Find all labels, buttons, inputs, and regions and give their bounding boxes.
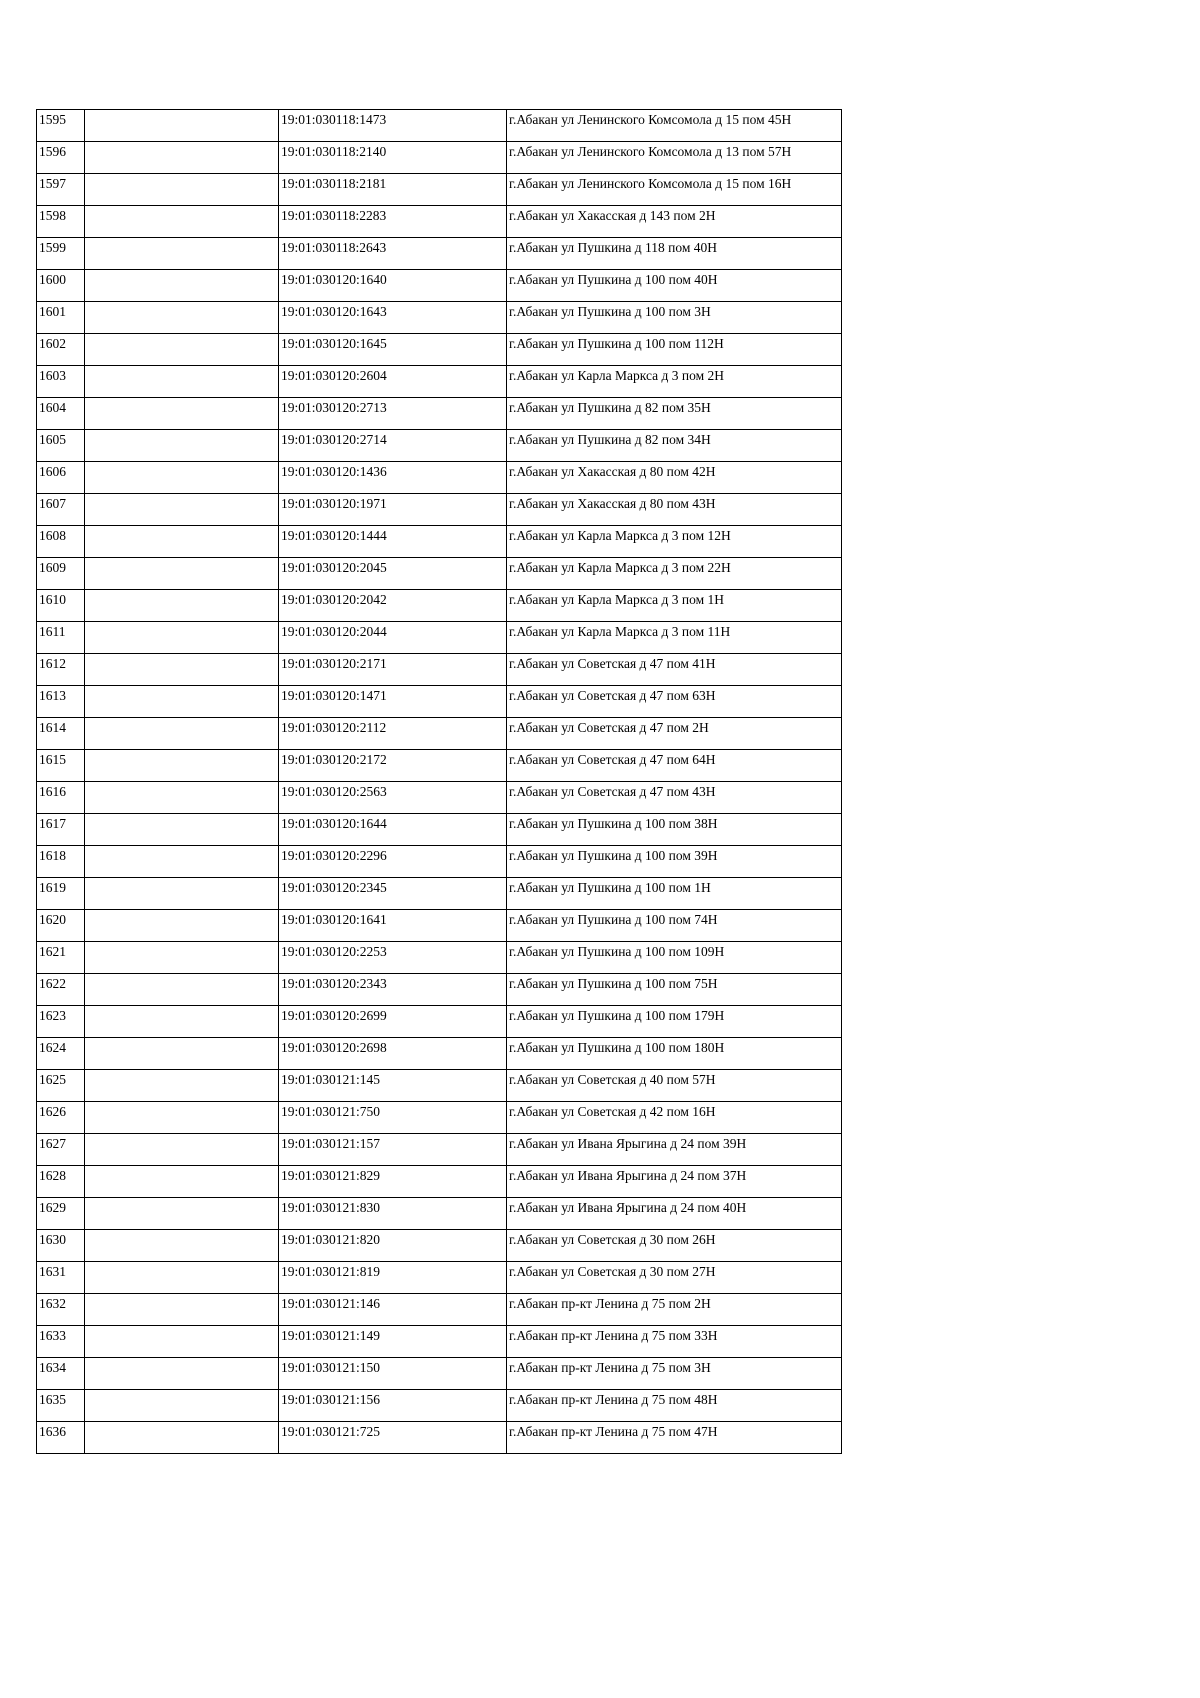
cadastral-number-cell: 19:01:030120:1645: [279, 334, 507, 366]
empty-cell: [85, 1422, 279, 1454]
property-table: [36, 109, 842, 1454]
empty-cell: [85, 494, 279, 526]
row-number-cell: 1630: [37, 1230, 85, 1262]
table-row: [37, 494, 842, 526]
cadastral-number-cell: 19:01:030120:2171: [279, 654, 507, 686]
row-number-cell: 1611: [37, 622, 85, 654]
address-cell: г.Абакан ул Пушкина д 100 пом 38Н: [507, 814, 842, 846]
table-row: [37, 1102, 842, 1134]
address-cell: г.Абакан ул Карла Маркса д 3 пом 11Н: [507, 622, 842, 654]
table-row: [37, 1070, 842, 1102]
cadastral-number-cell: 19:01:030120:1644: [279, 814, 507, 846]
empty-cell: [85, 750, 279, 782]
address-cell: г.Абакан ул Пушкина д 100 пом 75Н: [507, 974, 842, 1006]
row-number-cell: 1636: [37, 1422, 85, 1454]
row-number-cell: 1595: [37, 110, 85, 142]
cadastral-number-cell: 19:01:030121:750: [279, 1102, 507, 1134]
table-row: [37, 814, 842, 846]
address-cell: г.Абакан ул Советская д 47 пом 43Н: [507, 782, 842, 814]
empty-cell: [85, 1070, 279, 1102]
cadastral-number-cell: 19:01:030121:829: [279, 1166, 507, 1198]
address-cell: г.Абакан ул Советская д 30 пом 26Н: [507, 1230, 842, 1262]
row-number-cell: 1624: [37, 1038, 85, 1070]
table-row: [37, 430, 842, 462]
empty-cell: [85, 462, 279, 494]
table-row: [37, 718, 842, 750]
table-row: [37, 1006, 842, 1038]
row-number-cell: 1631: [37, 1262, 85, 1294]
row-number-cell: 1612: [37, 654, 85, 686]
address-cell: г.Абакан ул Ивана Ярыгина д 24 пом 37Н: [507, 1166, 842, 1198]
table-row: [37, 878, 842, 910]
address-cell: г.Абакан ул Советская д 47 пом 41Н: [507, 654, 842, 686]
table-row: [37, 686, 842, 718]
empty-cell: [85, 1134, 279, 1166]
row-number-cell: 1604: [37, 398, 85, 430]
empty-cell: [85, 718, 279, 750]
row-number-cell: 1607: [37, 494, 85, 526]
table-row: [37, 622, 842, 654]
empty-cell: [85, 206, 279, 238]
table-row: [37, 1230, 842, 1262]
cadastral-number-cell: 19:01:030120:1444: [279, 526, 507, 558]
row-number-cell: 1628: [37, 1166, 85, 1198]
cadastral-number-cell: 19:01:030120:1471: [279, 686, 507, 718]
address-cell: г.Абакан ул Советская д 30 пом 27Н: [507, 1262, 842, 1294]
address-cell: г.Абакан ул Пушкина д 100 пом 1Н: [507, 878, 842, 910]
address-cell: г.Абакан ул Пушкина д 100 пом 74Н: [507, 910, 842, 942]
table-row: [37, 270, 842, 302]
table-row: [37, 1390, 842, 1422]
cadastral-number-cell: 19:01:030120:2698: [279, 1038, 507, 1070]
empty-cell: [85, 430, 279, 462]
address-cell: г.Абакан ул Пушкина д 100 пом 39Н: [507, 846, 842, 878]
row-number-cell: 1626: [37, 1102, 85, 1134]
address-cell: г.Абакан ул Карла Маркса д 3 пом 22Н: [507, 558, 842, 590]
cadastral-number-cell: 19:01:030118:1473: [279, 110, 507, 142]
row-number-cell: 1635: [37, 1390, 85, 1422]
empty-cell: [85, 366, 279, 398]
row-number-cell: 1632: [37, 1294, 85, 1326]
empty-cell: [85, 238, 279, 270]
empty-cell: [85, 1102, 279, 1134]
row-number-cell: 1621: [37, 942, 85, 974]
table-row: [37, 750, 842, 782]
row-number-cell: 1618: [37, 846, 85, 878]
row-number-cell: 1622: [37, 974, 85, 1006]
empty-cell: [85, 1326, 279, 1358]
cadastral-number-cell: 19:01:030121:820: [279, 1230, 507, 1262]
address-cell: г.Абакан ул Хакасская д 80 пом 42Н: [507, 462, 842, 494]
empty-cell: [85, 174, 279, 206]
table-row: [37, 1134, 842, 1166]
cadastral-number-cell: 19:01:030120:2042: [279, 590, 507, 622]
table-row: [37, 206, 842, 238]
table-row: [37, 846, 842, 878]
address-cell: г.Абакан ул Советская д 42 пом 16Н: [507, 1102, 842, 1134]
cadastral-number-cell: 19:01:030120:2345: [279, 878, 507, 910]
address-cell: г.Абакан ул Пушкина д 118 пом 40Н: [507, 238, 842, 270]
empty-cell: [85, 302, 279, 334]
cadastral-number-cell: 19:01:030120:2172: [279, 750, 507, 782]
row-number-cell: 1609: [37, 558, 85, 590]
address-cell: г.Абакан ул Пушкина д 82 пом 34Н: [507, 430, 842, 462]
cadastral-number-cell: 19:01:030121:146: [279, 1294, 507, 1326]
table-body: [37, 110, 842, 1454]
empty-cell: [85, 1230, 279, 1262]
empty-cell: [85, 334, 279, 366]
address-cell: г.Абакан ул Ленинского Комсомола д 15 пом 45Н: [507, 110, 842, 142]
table-row: [37, 1358, 842, 1390]
table-row: [37, 558, 842, 590]
address-cell: г.Абакан пр-кт Ленина д 75 пом 47Н: [507, 1422, 842, 1454]
row-number-cell: 1600: [37, 270, 85, 302]
cadastral-number-cell: 19:01:030120:2714: [279, 430, 507, 462]
address-cell: г.Абакан ул Пушкина д 100 пом 179Н: [507, 1006, 842, 1038]
empty-cell: [85, 1390, 279, 1422]
empty-cell: [85, 686, 279, 718]
table-row: [37, 1198, 842, 1230]
table-row: [37, 942, 842, 974]
table-row: [37, 334, 842, 366]
cadastral-number-cell: 19:01:030120:1641: [279, 910, 507, 942]
row-number-cell: 1599: [37, 238, 85, 270]
cadastral-number-cell: 19:01:030118:2140: [279, 142, 507, 174]
cadastral-number-cell: 19:01:030120:2343: [279, 974, 507, 1006]
address-cell: г.Абакан ул Хакасская д 80 пом 43Н: [507, 494, 842, 526]
address-cell: г.Абакан ул Советская д 47 пом 63Н: [507, 686, 842, 718]
row-number-cell: 1608: [37, 526, 85, 558]
cadastral-number-cell: 19:01:030120:2045: [279, 558, 507, 590]
address-cell: г.Абакан ул Советская д 47 пом 64Н: [507, 750, 842, 782]
address-cell: г.Абакан ул Пушкина д 100 пом 3Н: [507, 302, 842, 334]
cadastral-number-cell: 19:01:030120:1971: [279, 494, 507, 526]
row-number-cell: 1625: [37, 1070, 85, 1102]
table-row: [37, 238, 842, 270]
address-cell: г.Абакан пр-кт Ленина д 75 пом 3Н: [507, 1358, 842, 1390]
cadastral-number-cell: 19:01:030120:2699: [279, 1006, 507, 1038]
empty-cell: [85, 1262, 279, 1294]
address-cell: г.Абакан ул Пушкина д 100 пом 180Н: [507, 1038, 842, 1070]
empty-cell: [85, 910, 279, 942]
row-number-cell: 1598: [37, 206, 85, 238]
cadastral-number-cell: 19:01:030120:2563: [279, 782, 507, 814]
row-number-cell: 1616: [37, 782, 85, 814]
cadastral-number-cell: 19:01:030118:2181: [279, 174, 507, 206]
cadastral-number-cell: 19:01:030121:156: [279, 1390, 507, 1422]
address-cell: г.Абакан пр-кт Ленина д 75 пом 48Н: [507, 1390, 842, 1422]
row-number-cell: 1619: [37, 878, 85, 910]
address-cell: г.Абакан ул Советская д 47 пом 2Н: [507, 718, 842, 750]
table-row: [37, 590, 842, 622]
cadastral-number-cell: 19:01:030121:145: [279, 1070, 507, 1102]
empty-cell: [85, 654, 279, 686]
cadastral-number-cell: 19:01:030120:2713: [279, 398, 507, 430]
table-row: [37, 1422, 842, 1454]
cadastral-number-cell: 19:01:030118:2643: [279, 238, 507, 270]
table-row: [37, 526, 842, 558]
empty-cell: [85, 1198, 279, 1230]
table-row: [37, 1038, 842, 1070]
row-number-cell: 1617: [37, 814, 85, 846]
empty-cell: [85, 974, 279, 1006]
cadastral-number-cell: 19:01:030120:1640: [279, 270, 507, 302]
empty-cell: [85, 1166, 279, 1198]
row-number-cell: 1633: [37, 1326, 85, 1358]
row-number-cell: 1613: [37, 686, 85, 718]
address-cell: г.Абакан ул Ивана Ярыгина д 24 пом 39Н: [507, 1134, 842, 1166]
row-number-cell: 1602: [37, 334, 85, 366]
table-row: [37, 910, 842, 942]
table-row: [37, 654, 842, 686]
row-number-cell: 1601: [37, 302, 85, 334]
table-row: [37, 782, 842, 814]
empty-cell: [85, 814, 279, 846]
cadastral-number-cell: 19:01:030121:725: [279, 1422, 507, 1454]
row-number-cell: 1603: [37, 366, 85, 398]
row-number-cell: 1596: [37, 142, 85, 174]
table-row: [37, 142, 842, 174]
address-cell: г.Абакан ул Хакасская д 143 пом 2Н: [507, 206, 842, 238]
address-cell: г.Абакан ул Пушкина д 100 пом 109Н: [507, 942, 842, 974]
empty-cell: [85, 1038, 279, 1070]
address-cell: г.Абакан ул Карла Маркса д 3 пом 1Н: [507, 590, 842, 622]
row-number-cell: 1606: [37, 462, 85, 494]
empty-cell: [85, 270, 279, 302]
cadastral-number-cell: 19:01:030120:1436: [279, 462, 507, 494]
address-cell: г.Абакан ул Пушкина д 100 пом 40Н: [507, 270, 842, 302]
row-number-cell: 1634: [37, 1358, 85, 1390]
cadastral-number-cell: 19:01:030121:819: [279, 1262, 507, 1294]
row-number-cell: 1620: [37, 910, 85, 942]
cadastral-number-cell: 19:01:030121:149: [279, 1326, 507, 1358]
cadastral-number-cell: 19:01:030120:2604: [279, 366, 507, 398]
address-cell: г.Абакан ул Карла Маркса д 3 пом 2Н: [507, 366, 842, 398]
empty-cell: [85, 1006, 279, 1038]
table-row: [37, 1262, 842, 1294]
address-cell: г.Абакан пр-кт Ленина д 75 пом 2Н: [507, 1294, 842, 1326]
empty-cell: [85, 782, 279, 814]
table-row: [37, 174, 842, 206]
cadastral-number-cell: 19:01:030121:830: [279, 1198, 507, 1230]
row-number-cell: 1629: [37, 1198, 85, 1230]
empty-cell: [85, 398, 279, 430]
address-cell: г.Абакан ул Ленинского Комсомола д 13 пом 57Н: [507, 142, 842, 174]
cadastral-number-cell: 19:01:030118:2283: [279, 206, 507, 238]
row-number-cell: 1615: [37, 750, 85, 782]
address-cell: г.Абакан ул Ивана Ярыгина д 24 пом 40Н: [507, 1198, 842, 1230]
row-number-cell: 1610: [37, 590, 85, 622]
row-number-cell: 1605: [37, 430, 85, 462]
empty-cell: [85, 878, 279, 910]
cadastral-number-cell: 19:01:030120:2112: [279, 718, 507, 750]
empty-cell: [85, 622, 279, 654]
empty-cell: [85, 526, 279, 558]
table-row: [37, 1166, 842, 1198]
table-row: [37, 302, 842, 334]
row-number-cell: 1597: [37, 174, 85, 206]
address-cell: г.Абакан ул Пушкина д 82 пом 35Н: [507, 398, 842, 430]
cadastral-number-cell: 19:01:030121:150: [279, 1358, 507, 1390]
cadastral-number-cell: 19:01:030120:1643: [279, 302, 507, 334]
address-cell: г.Абакан пр-кт Ленина д 75 пом 33Н: [507, 1326, 842, 1358]
address-cell: г.Абакан ул Ленинского Комсомола д 15 пом 16Н: [507, 174, 842, 206]
cadastral-number-cell: 19:01:030120:2253: [279, 942, 507, 974]
row-number-cell: 1623: [37, 1006, 85, 1038]
address-cell: г.Абакан ул Пушкина д 100 пом 112Н: [507, 334, 842, 366]
cadastral-number-cell: 19:01:030120:2296: [279, 846, 507, 878]
table-row: [37, 1326, 842, 1358]
table-row: [37, 366, 842, 398]
table-row: [37, 1294, 842, 1326]
table-row: [37, 462, 842, 494]
address-cell: г.Абакан ул Советская д 40 пом 57Н: [507, 1070, 842, 1102]
table-row: [37, 974, 842, 1006]
address-cell: г.Абакан ул Карла Маркса д 3 пом 12Н: [507, 526, 842, 558]
table-row: [37, 110, 842, 142]
empty-cell: [85, 1358, 279, 1390]
cadastral-number-cell: 19:01:030121:157: [279, 1134, 507, 1166]
table-row: [37, 398, 842, 430]
empty-cell: [85, 942, 279, 974]
empty-cell: [85, 1294, 279, 1326]
row-number-cell: 1627: [37, 1134, 85, 1166]
cadastral-number-cell: 19:01:030120:2044: [279, 622, 507, 654]
empty-cell: [85, 846, 279, 878]
row-number-cell: 1614: [37, 718, 85, 750]
empty-cell: [85, 142, 279, 174]
empty-cell: [85, 110, 279, 142]
empty-cell: [85, 590, 279, 622]
empty-cell: [85, 558, 279, 590]
